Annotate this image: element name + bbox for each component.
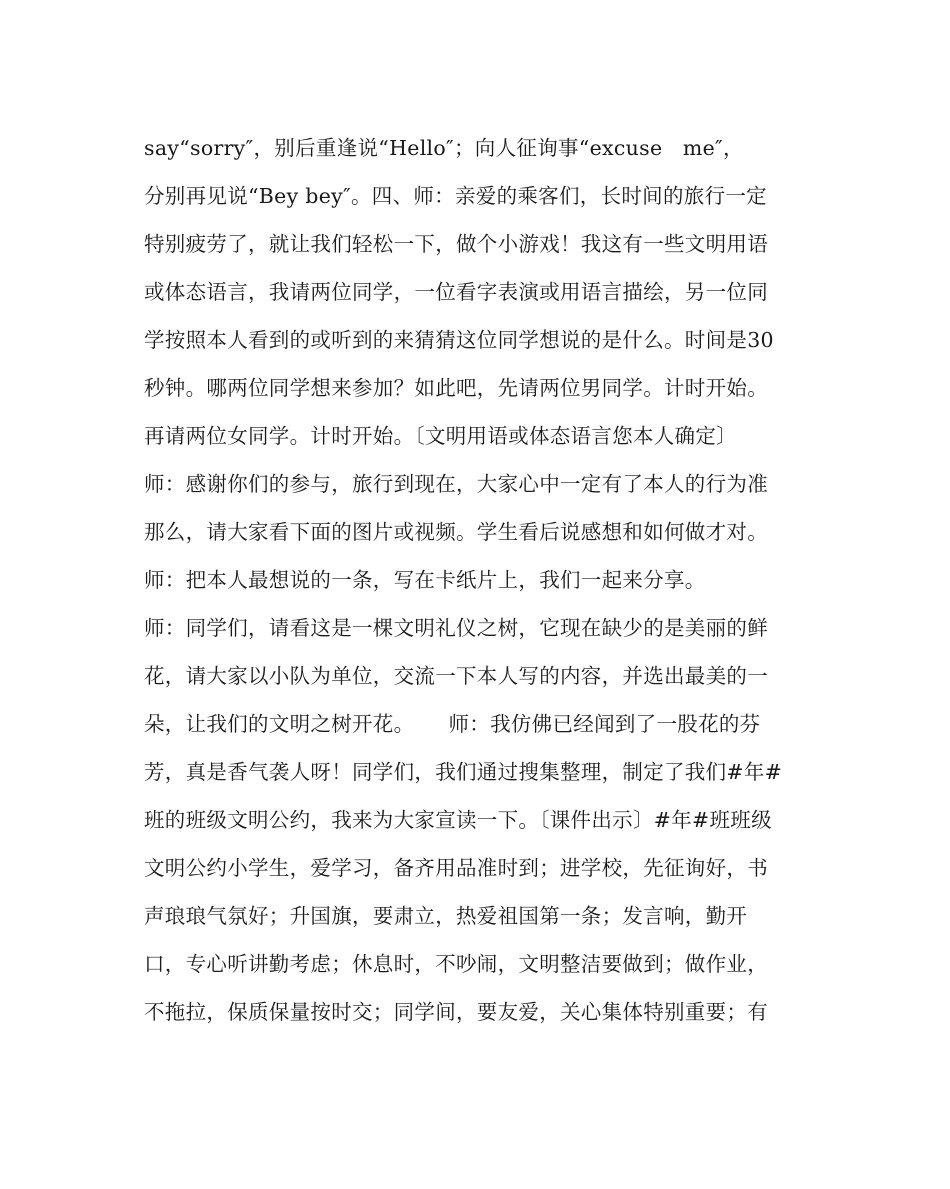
text-line: 或体态语言，我请两位同学，一位看字表演或用语言描绘，另一位同 <box>144 280 768 304</box>
text-line: 那么，请大家看下面的图片或视频。学生看后说感想和如何做才对。 <box>144 520 768 544</box>
text-line: 文明公约小学生，爱学习，备齐用品准时到；进学校，先征询好，书 <box>144 856 768 880</box>
text-line: 花，请大家以小队为单位，交流一下本人写的内容，并选出最美的一 <box>144 664 768 688</box>
text-line: 秒钟。哪两位同学想来参加？如此吧，先请两位男同学。计时开始。 <box>144 376 768 400</box>
text-line: 班的班级文明公约，我来为大家宣读一下。〔课件出示〕#年#班班级 <box>144 808 772 832</box>
text-line: 师：把本人最想说的一条，写在卡纸片上，我们一起来分享。 <box>144 568 706 592</box>
text-line: 不拖拉，保质保量按时交；同学间，要友爱，关心集体特别重要；有 <box>144 1000 768 1024</box>
text-line: 分别再见说“Bey bey″。四、师：亲爱的乘客们，长时间的旅行一定 <box>144 184 767 208</box>
text-line: 学按照本人看到的或听到的来猜猜这位同学想说的是什么。时间是30 <box>144 328 774 352</box>
text-line: 声琅琅气氛好；升国旗，要肃立，热爱祖国第一条；发言响，勤开 <box>144 904 748 928</box>
text-line: 口，专心听讲勤考虑；休息时，不吵闹，文明整洁要做到；做作业， <box>144 952 768 976</box>
text-line: say“sorry″，别后重逢说“Hello″；向人征询事“excuse me″， <box>144 136 744 160</box>
text-line: 师：感谢你们的参与，旅行到现在，大家心中一定有了本人的行为准 <box>144 472 768 496</box>
text-line: 特别疲劳了，就让我们轻松一下，做个小游戏！我这有一些文明用语 <box>144 232 768 256</box>
text-line: 朵，让我们的文明之树开花。 师：我仿佛已经闻到了一股花的芬 <box>144 712 761 736</box>
text-line: 师：同学们，请看这是一棵文明礼仪之树，它现在缺少的是美丽的鲜 <box>144 616 768 640</box>
text-line: 芳，真是香气袭人呀！同学们，我们通过搜集整理，制定了我们#年# <box>144 760 783 784</box>
body-text <box>144 129 824 1041</box>
text-line: 再请两位女同学。计时开始。〔文明用语或体态语言您本人确定〕 <box>144 424 737 448</box>
